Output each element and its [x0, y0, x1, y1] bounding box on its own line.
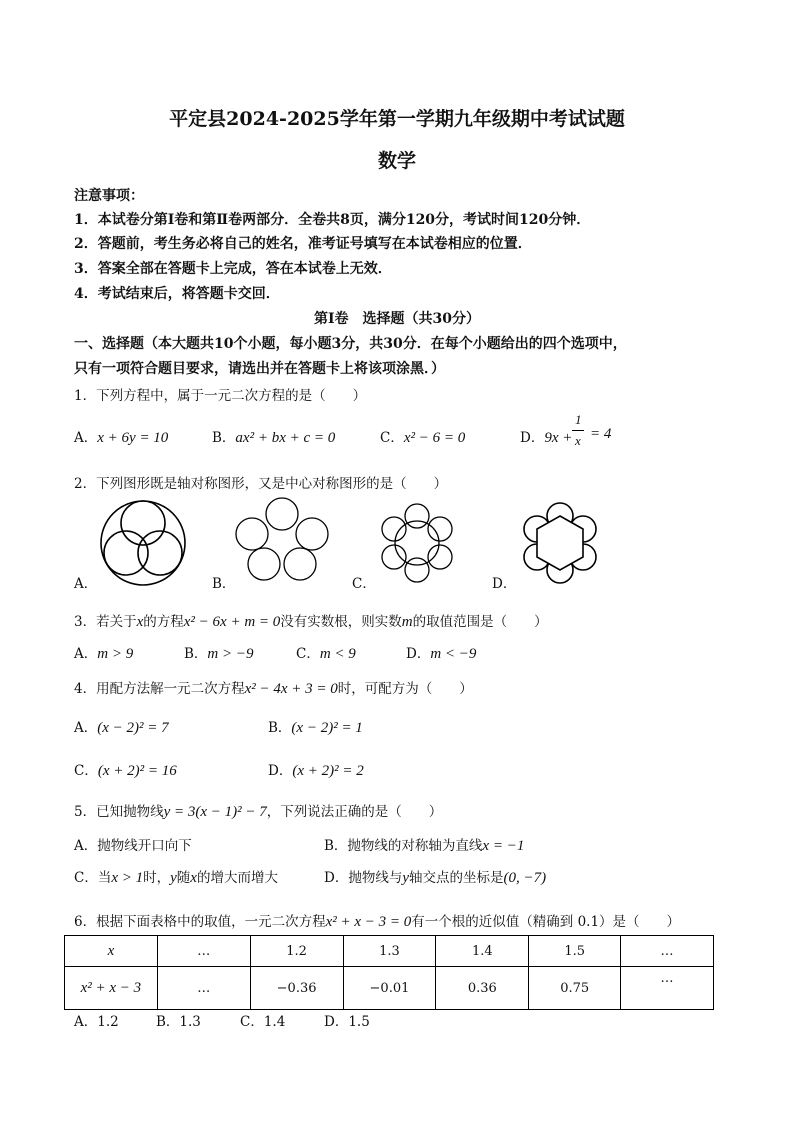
q6-option-c: C．1.4 — [240, 1014, 286, 1030]
q5-stem-eq: y = 3(x − 1)² − 7 — [163, 804, 267, 820]
figure-c-flower — [372, 498, 462, 588]
q4-option-d — [268, 759, 364, 780]
q6-stem-post: 有一个根的近似值（精确到 0.1）是（ ） — [411, 914, 681, 930]
q4-option-b — [268, 716, 363, 737]
q5-option-b — [324, 834, 524, 855]
q5-d-y: y — [402, 870, 409, 886]
q6-stem-eq: x² + x − 3 = 0 — [325, 914, 412, 930]
value-table — [64, 935, 714, 1010]
q5-d-mid: 轴交点的坐标是 — [409, 870, 504, 886]
q4-c-label: C． — [74, 763, 98, 779]
table-cell: x² + x − 3 — [65, 967, 158, 1010]
table-cell: 1.4 — [436, 936, 529, 967]
q3-option-a — [74, 642, 133, 663]
q5-c-mid2: 随 — [176, 870, 191, 886]
table-cell: 1.5 — [529, 936, 621, 967]
q2-stem: 2．下列图形既是轴对称图形，又是中心对称图形的是（ ） — [74, 476, 448, 492]
q5-b-expr: x = −1 — [482, 838, 525, 854]
q1-option-d — [520, 426, 572, 447]
q5-option-a: A．抛物线开口向下 — [74, 838, 192, 854]
q3-stem-mid: 的方程 — [143, 614, 184, 630]
q5-c-mid: 时， — [143, 870, 171, 886]
q3-stem-m: m — [401, 614, 413, 630]
table-cell: 0.36 — [436, 967, 529, 1010]
q1-b-label: B． — [212, 430, 236, 446]
notes-heading: 注意事项： — [74, 188, 144, 204]
q5-stem-pre: 5．已知抛物线 — [74, 804, 164, 820]
q5-c-expr: x > 1 — [111, 870, 144, 886]
q1-d-pre: 9x + — [544, 430, 573, 446]
q3-option-b — [184, 642, 254, 663]
figure-b-five-petals — [232, 494, 332, 584]
note-item-2: 2．答题前，考生务必将自己的姓名，准考证号填写在本试卷相应的位置． — [74, 236, 532, 252]
q3-c-expr: m < 9 — [319, 646, 356, 662]
q3-option-d — [406, 642, 476, 663]
q5-c-end: 的增大而增大 — [196, 870, 278, 886]
fraction-bar — [572, 430, 584, 431]
q1-option-c — [380, 426, 465, 447]
q4-b-label: B． — [268, 720, 292, 736]
q2-option-a: A． — [74, 576, 98, 592]
q3-d-expr: m < −9 — [430, 646, 477, 662]
q1-d-post: = 4 — [590, 426, 612, 442]
table-row — [65, 936, 714, 967]
q5-stem-post: ，下列说法正确的是（ ） — [266, 804, 443, 820]
q5-option-d — [324, 866, 546, 887]
table-cell: 0.75 — [529, 967, 621, 1010]
q3-stem-eq: x² − 6x + m = 0 — [183, 614, 281, 630]
q3-a-label: A． — [74, 646, 98, 662]
q1-b-expr: ax² + bx + c = 0 — [235, 430, 336, 446]
q2-option-c: C． — [352, 576, 376, 592]
q1-option-a — [74, 426, 168, 447]
q4-a-label: A． — [74, 720, 98, 736]
q5-d-pre: D．抛物线与 — [324, 870, 403, 886]
q1-c-label: C． — [380, 430, 404, 446]
figure-a-circle-trefoil — [98, 498, 188, 588]
figure-d-hexagon-petals — [515, 498, 605, 588]
q6-option-b: B．1.3 — [156, 1014, 201, 1030]
q5-b-text: B．抛物线的对称轴为直线 — [324, 838, 483, 854]
q1-option-b — [212, 426, 335, 447]
table-cell: … — [621, 936, 714, 967]
q3-stem — [74, 610, 548, 631]
q6-option-a: A．1.2 — [74, 1014, 119, 1030]
note-item-1: 1．本试卷分第Ⅰ卷和第Ⅱ卷两部分．全卷共8页，满分120分，考试时间120分钟． — [74, 212, 591, 228]
q4-stem-post: 时，可配方为（ ） — [337, 681, 473, 697]
subject-title: 数学 — [377, 150, 416, 172]
q4-d-label: D． — [268, 763, 293, 779]
note-item-3: 3．答案全部在答题卡上完成，答在本试卷上无效． — [74, 261, 392, 277]
q3-option-c — [296, 642, 356, 663]
q5-d-expr: (0, −7) — [503, 870, 547, 886]
q6-stem — [74, 910, 680, 931]
q4-b-expr: (x − 2)² = 1 — [291, 720, 363, 736]
q1-a-expr: x + 6y = 10 — [97, 430, 169, 446]
section-title: 第Ⅰ卷 选择题（共30分） — [313, 311, 481, 327]
q5-stem — [74, 800, 442, 821]
note-item-4: 4．考试结束后，将答题卡交回． — [74, 286, 280, 302]
table-cell: x — [65, 936, 158, 967]
q1-c-expr: x² − 6 = 0 — [403, 430, 466, 446]
q3-b-label: B． — [184, 646, 208, 662]
section-instruction-1: 一、选择题（本大题共10个小题，每小题3分，共30分．在每个小题给出的四个选项中， — [74, 336, 627, 352]
q1-d-label: D． — [520, 430, 545, 446]
q3-a-expr: m > 9 — [97, 646, 134, 662]
q6-stem-pre: 6．根据下面表格中的取值，一元二次方程 — [74, 914, 326, 930]
q1-d-numerator: 1 — [575, 412, 582, 427]
q4-a-expr: (x − 2)² = 7 — [97, 720, 169, 736]
table-cell: … — [157, 967, 250, 1010]
q5-c-y: y — [170, 870, 177, 886]
q4-stem-pre: 4．用配方法解一元二次方程 — [74, 681, 245, 697]
q2-option-b: B． — [212, 576, 236, 592]
table-cell: … — [621, 967, 714, 1010]
table-cell: −0.01 — [343, 967, 436, 1010]
q3-c-label: C． — [296, 646, 320, 662]
section-instruction-2: 只有一项符合题目要求，请选出并在答题卡上将该项涂黑．） — [74, 361, 445, 377]
q1-d-denominator: x — [575, 433, 581, 448]
exam-title: 平定县2024-2025学年第一学期九年级期中考试试题 — [169, 108, 625, 130]
q3-stem-pre: 3．若关于 — [74, 614, 137, 630]
q6-option-d: D．1.5 — [324, 1014, 370, 1030]
q5-c-pre: C．当 — [74, 870, 112, 886]
q1-a-label: A． — [74, 430, 98, 446]
q2-option-d: D． — [492, 576, 517, 592]
q3-d-label: D． — [406, 646, 431, 662]
q3-stem-x: x — [136, 614, 144, 630]
table-cell: 1.2 — [250, 936, 343, 967]
q3-stem-post: 没有实数根，则实数 — [280, 614, 402, 630]
table-cell: 1.3 — [343, 936, 436, 967]
q4-stem — [74, 677, 473, 698]
q4-option-c — [74, 759, 177, 780]
q4-stem-eq: x² − 4x + 3 = 0 — [244, 681, 338, 697]
q3-stem-end: 的取值范围是（ ） — [412, 614, 548, 630]
q4-c-expr: (x + 2)² = 16 — [97, 763, 177, 779]
q5-option-c — [74, 866, 278, 887]
q4-d-expr: (x + 2)² = 2 — [292, 763, 364, 779]
q3-b-expr: m > −9 — [207, 646, 254, 662]
q4-option-a — [74, 716, 169, 737]
q5-c-x: x — [190, 870, 197, 886]
table-cell: … — [157, 936, 250, 967]
table-cell: −0.36 — [250, 967, 343, 1010]
q1-stem: 1．下列方程中，属于一元二次方程的是（ ） — [74, 388, 367, 404]
table-row — [65, 967, 714, 1010]
